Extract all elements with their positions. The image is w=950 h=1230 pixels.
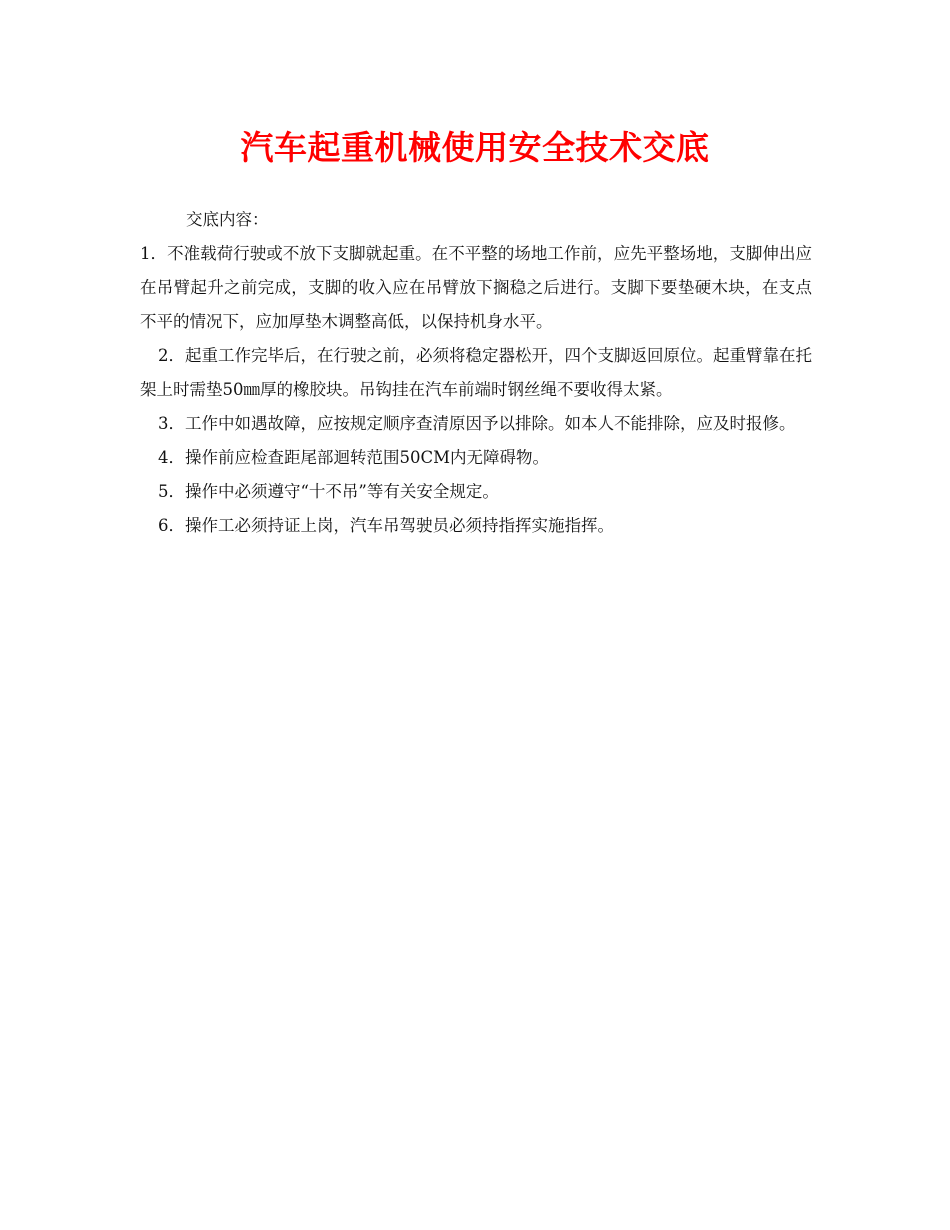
list-item: 1．不准载荷行驶或不放下支脚就起重。在不平整的场地工作前，应先平整场地，支脚伸出应在吊臂起升之前完成，支脚的收入应在吊臂放下搁稳之后进行。支脚下要垫硬木块，在支点不平的情况下，应加厚垫木调整高低，以保持机身水平。 — [140, 244, 812, 331]
list-item: 2．起重工作完毕后，在行驶之前，必须将稳定器松开，四个支脚返回原位。起重臂靠在托架上时需垫50㎜厚的橡胶块。吊钩挂在汽车前端时钢丝绳不要收得太紧。 — [140, 346, 812, 399]
item-list — [140, 237, 812, 543]
list-item: 6．操作工必须持证上岗，汽车吊驾驶员必须持指挥实施指挥。 — [158, 516, 614, 535]
document-body — [140, 203, 812, 543]
intro-label: 交底内容： — [186, 210, 269, 229]
list-item: 4．操作前应检查距尾部迴转范围50CM内无障碍物。 — [158, 448, 550, 467]
list-item: 5．操作中必须遵守“十不吊”等有关安全规定。 — [158, 482, 499, 501]
document-title: 汽车起重机械使用安全技术交底 — [240, 128, 710, 167]
list-item: 3．工作中如遇故障，应按规定顺序查清原因予以排除。如本人不能排除，应及时报修。 — [158, 414, 796, 433]
